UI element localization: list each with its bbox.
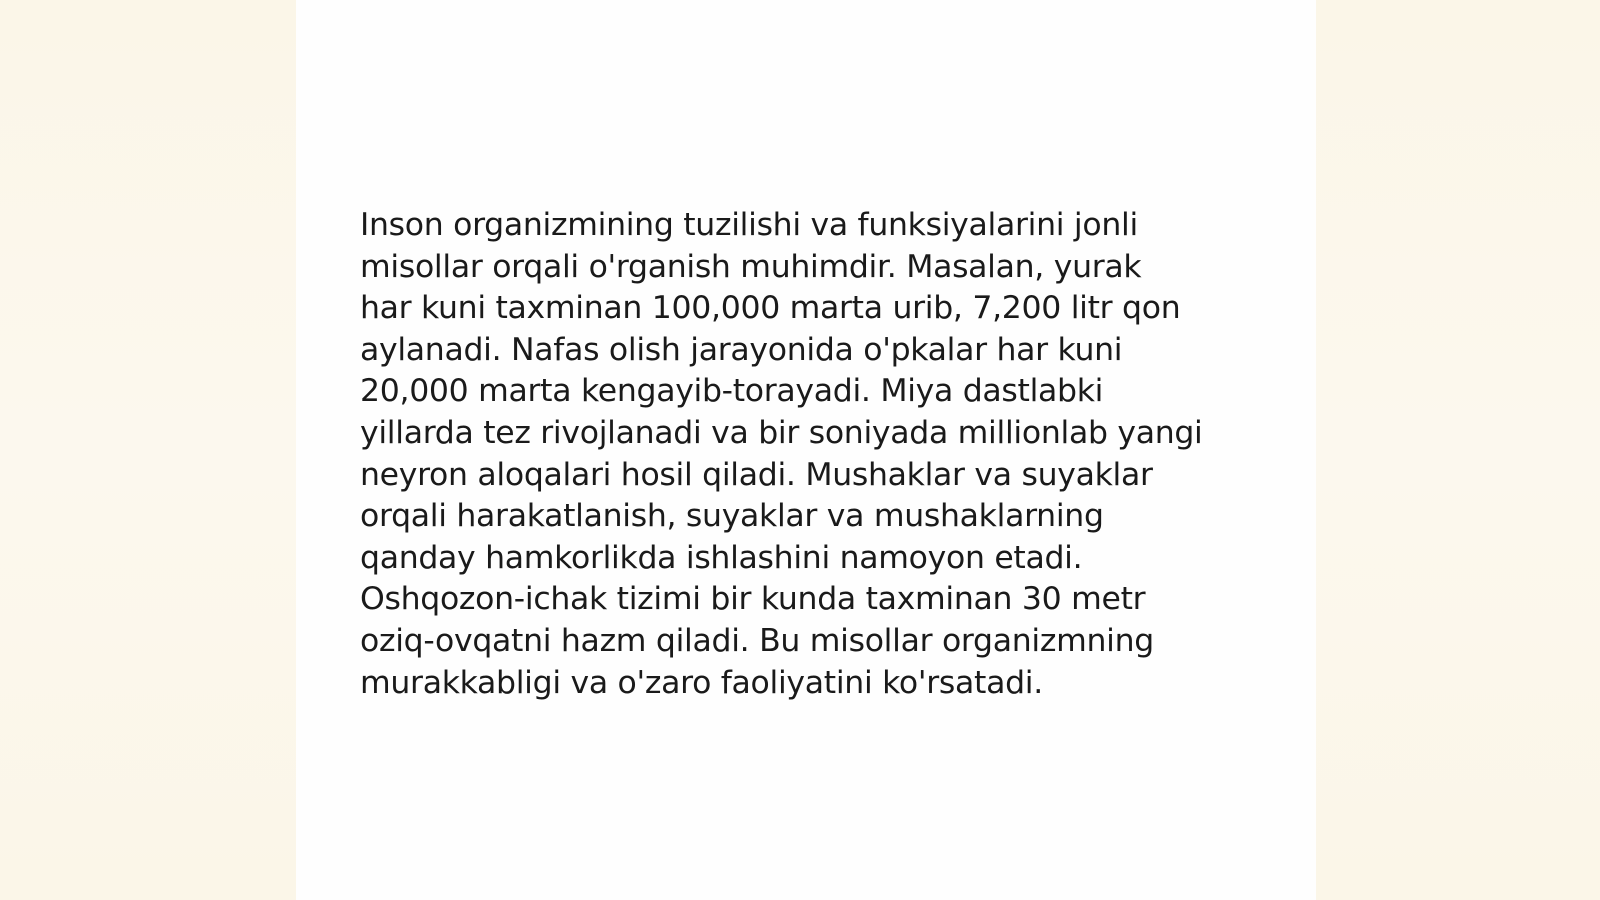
paragraph-line: oziq-ovqatni hazm qiladi. Bu misollar organizmning (360, 622, 1154, 659)
paragraph-line: aylanadi. Nafas olish jarayonida o'pkalar har kuni (360, 331, 1123, 368)
paragraph-line: Inson organizmining tuzilishi va funksiyalarini jonli (360, 207, 1138, 243)
paragraph-line: murakkabligi va o'zaro faoliyatini ko'rsatadi. (360, 664, 1043, 701)
paragraph-line: har kuni taxminan 100,000 marta urib, 7,200 litr qon (360, 290, 1181, 327)
paragraph-line: neyron aloqalari hosil qiladi. Mushaklar va suyaklar (360, 456, 1153, 493)
paragraph-line: qanday hamkorlikda ishlashini namoyon etadi. (360, 539, 1083, 576)
left-margin-background (0, 0, 296, 900)
paragraph-line: 20,000 marta kengayib-torayadi. Miya dastlabki (360, 373, 1104, 410)
right-margin-background (1316, 0, 1600, 900)
paragraph-line: orqali harakatlanish, suyaklar va mushaklarning (360, 498, 1104, 535)
body-paragraph (360, 205, 1260, 704)
paragraph-line: Oshqozon-ichak tizimi bir kunda taxminan 30 metr (360, 581, 1146, 618)
paragraph-line: yillarda tez rivojlanadi va bir soniyada millionlab yangi (360, 414, 1203, 451)
document-page (296, 0, 1316, 900)
paragraph-line: misollar orqali o'rganish muhimdir. Masalan, yurak (360, 248, 1142, 285)
